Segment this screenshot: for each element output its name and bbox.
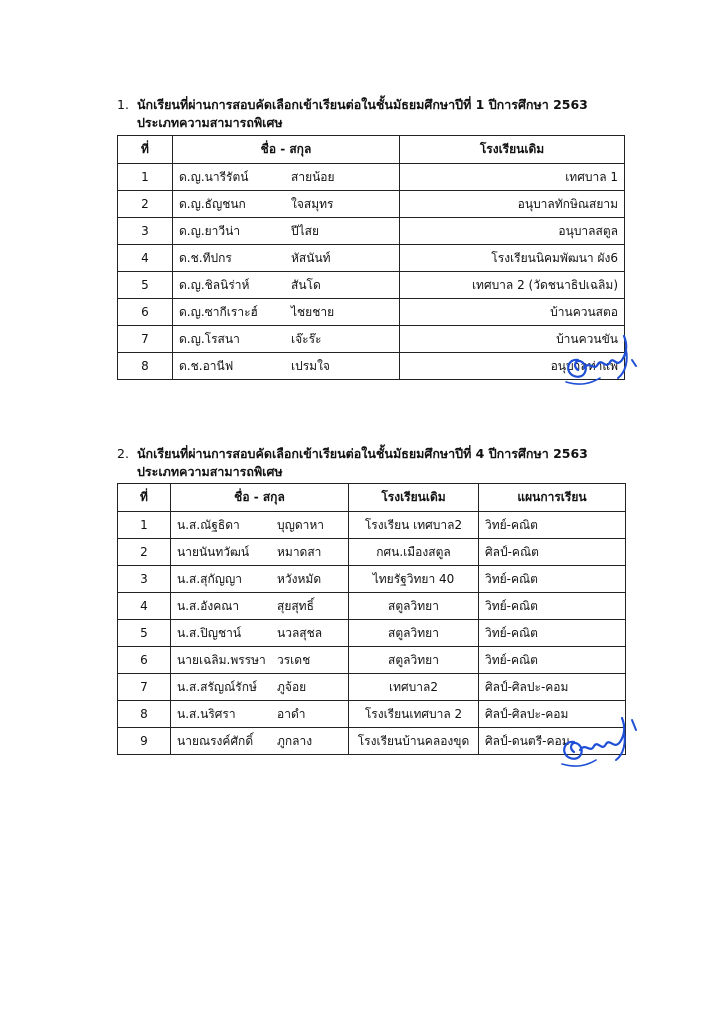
name-cell	[171, 593, 349, 620]
table-row	[118, 191, 625, 218]
first-name: น.ส.ณัฐธิดา	[177, 517, 240, 532]
table-row	[118, 620, 626, 647]
school-cell: โรงเรียน เทศบาล2	[349, 512, 479, 539]
school-cell: สตูลวิทยา	[349, 647, 479, 674]
name-cell	[173, 218, 400, 245]
school-cell: บ้านควนสตอ	[400, 299, 625, 326]
section-2-number: 2.	[117, 446, 129, 461]
table-row	[118, 245, 625, 272]
row-number: 3	[118, 566, 171, 593]
first-name: ด.ญ.ซากีเราะฮ์	[179, 304, 258, 319]
program-cell: วิทย์-คณิต	[479, 593, 626, 620]
header-program: แผนการเรียน	[479, 484, 626, 512]
row-number: 9	[118, 728, 171, 755]
program-cell: ศิลป์-ดนตรี-คอม	[479, 728, 626, 755]
last-name: ใจสมุทร	[291, 196, 334, 211]
name-cell	[171, 566, 349, 593]
first-name: น.ส.อังคณา	[177, 598, 240, 613]
name-cell	[171, 674, 349, 701]
header-name: ชื่อ - สกุล	[173, 136, 400, 164]
first-name: ด.ญ.ยาวีน่า	[179, 223, 241, 238]
header-school: โรงเรียนเดิม	[400, 136, 625, 164]
first-name: ด.ช.ทีปกร	[179, 250, 232, 265]
first-name: ด.ญ.โรสนา	[179, 331, 240, 346]
name-cell	[173, 164, 400, 191]
last-name: วรเดช	[277, 652, 311, 667]
last-name: ภูจ้อย	[277, 679, 307, 694]
table-row	[118, 566, 626, 593]
last-name: ภูกลาง	[277, 733, 313, 748]
program-cell: ศิลป์-คณิต	[479, 539, 626, 566]
row-number: 5	[118, 272, 173, 299]
table-row	[118, 539, 626, 566]
program-cell: วิทย์-คณิต	[479, 512, 626, 539]
school-cell: บ้านควนขัน	[400, 326, 625, 353]
table-row	[118, 512, 626, 539]
last-name: บุญดาหา	[277, 517, 325, 532]
school-cell: ไทยรัฐวิทยา 40	[349, 566, 479, 593]
school-cell: โรงเรียนบ้านคลองขุด	[349, 728, 479, 755]
last-name: สุยสุทธิ์	[277, 598, 314, 613]
table-header-row	[118, 484, 626, 512]
table-row	[118, 272, 625, 299]
last-name: หวังหมัด	[277, 571, 322, 586]
table-row	[118, 218, 625, 245]
row-number: 2	[118, 191, 173, 218]
first-name: ด.ช.อานีฟ	[179, 358, 234, 373]
first-name: ด.ญ.นารีรัตน์	[179, 169, 249, 184]
header-no: ที่	[118, 484, 171, 512]
table-row	[118, 593, 626, 620]
row-number: 7	[118, 674, 171, 701]
school-cell: เทศบาล2	[349, 674, 479, 701]
section-1-table	[117, 135, 625, 380]
school-cell: โรงเรียนนิคมพัฒนา ผัง6	[400, 245, 625, 272]
first-name: นายเฉลิม.พรรษา	[177, 652, 266, 667]
row-number: 2	[118, 539, 171, 566]
name-cell	[173, 245, 400, 272]
first-name: น.ส.สุกัญญา	[177, 571, 242, 586]
last-name: ปีไสย	[291, 223, 320, 238]
table-row	[118, 164, 625, 191]
row-number: 4	[118, 593, 171, 620]
row-number: 4	[118, 245, 173, 272]
section-2-subtitle: ประเภทความสามารถพิเศษ	[137, 464, 283, 479]
name-cell	[173, 272, 400, 299]
section-2-table	[117, 483, 626, 755]
header-name: ชื่อ - สกุล	[171, 484, 349, 512]
first-name: น.ส.ปิญชาน์	[177, 625, 242, 640]
row-number: 6	[118, 299, 173, 326]
name-cell	[171, 701, 349, 728]
row-number: 8	[118, 353, 173, 380]
name-cell	[173, 353, 400, 380]
signature-2	[552, 700, 642, 780]
school-cell: เทศบาล 2 (วัดชนาธิปเฉลิม)	[400, 272, 625, 299]
last-name: หมาดสา	[277, 544, 322, 559]
row-number: 3	[118, 218, 173, 245]
row-number: 5	[118, 620, 171, 647]
header-school: โรงเรียนเดิม	[349, 484, 479, 512]
section-1-title: นักเรียนที่ผ่านการสอบคัดเลือกเข้าเรียนต่อในชั้นมัธยมศึกษาปีที่ 1 ปีการศึกษา 2563	[137, 97, 588, 112]
last-name: นวลสุชล	[277, 625, 323, 640]
name-cell	[173, 299, 400, 326]
school-cell: โรงเรียนเทศบาล 2	[349, 701, 479, 728]
table-row	[118, 674, 626, 701]
header-no: ที่	[118, 136, 173, 164]
row-number: 1	[118, 164, 173, 191]
last-name: ไชยชาย	[291, 304, 335, 319]
first-name: น.ส.นริศรา	[177, 706, 236, 721]
first-name: นายนันทวัฒน์	[177, 544, 250, 559]
last-name: เจ๊ะร๊ะ	[291, 331, 322, 346]
name-cell	[171, 728, 349, 755]
name-cell	[171, 620, 349, 647]
section-2-heading	[117, 445, 588, 462]
last-name: หัสนันท์	[291, 250, 331, 265]
program-cell: วิทย์-คณิต	[479, 647, 626, 674]
school-cell: อนุบาลท่าแพ	[400, 353, 625, 380]
last-name: เปรมใจ	[291, 358, 330, 373]
name-cell	[173, 191, 400, 218]
school-cell: สตูลวิทยา	[349, 593, 479, 620]
program-cell: วิทย์-คณิต	[479, 620, 626, 647]
first-name: ด.ญ.ธัญชนก	[179, 196, 246, 211]
row-number: 8	[118, 701, 171, 728]
row-number: 1	[118, 512, 171, 539]
table-row	[118, 701, 626, 728]
last-name: อาดำ	[277, 706, 306, 721]
last-name: สันโด	[291, 277, 321, 292]
table-row	[118, 728, 626, 755]
school-cell: อนุบาลทักษิณสยาม	[400, 191, 625, 218]
first-name: น.ส.สรัญณ์รักษ์	[177, 679, 257, 694]
first-name: นายณรงค์ศักดิ์	[177, 733, 254, 748]
last-name: สายน้อย	[291, 169, 335, 184]
section-1-subtitle: ประเภทความสามารถพิเศษ	[137, 115, 283, 130]
section-1-heading	[117, 96, 588, 113]
name-cell	[173, 326, 400, 353]
school-cell: กศน.เมืองสตูล	[349, 539, 479, 566]
name-cell	[171, 512, 349, 539]
school-cell: อนุบาลสตูล	[400, 218, 625, 245]
table-row	[118, 353, 625, 380]
school-cell: สตูลวิทยา	[349, 620, 479, 647]
name-cell	[171, 647, 349, 674]
school-cell: เทศบาล 1	[400, 164, 625, 191]
section-2-title: นักเรียนที่ผ่านการสอบคัดเลือกเข้าเรียนต่อในชั้นมัธยมศึกษาปีที่ 4 ปีการศึกษา 2563	[137, 446, 588, 461]
row-number: 6	[118, 647, 171, 674]
row-number: 7	[118, 326, 173, 353]
table-row	[118, 647, 626, 674]
program-cell: วิทย์-คณิต	[479, 566, 626, 593]
name-cell	[171, 539, 349, 566]
program-cell: ศิลป์-ศิลปะ-คอม	[479, 701, 626, 728]
table-header-row	[118, 136, 625, 164]
signature-1	[556, 320, 646, 400]
table-row	[118, 299, 625, 326]
first-name: ด.ญ.ชิลนิร่าห์	[179, 277, 250, 292]
program-cell: ศิลป์-ศิลปะ-คอม	[479, 674, 626, 701]
section-1-number: 1.	[117, 97, 129, 112]
table-row	[118, 326, 625, 353]
